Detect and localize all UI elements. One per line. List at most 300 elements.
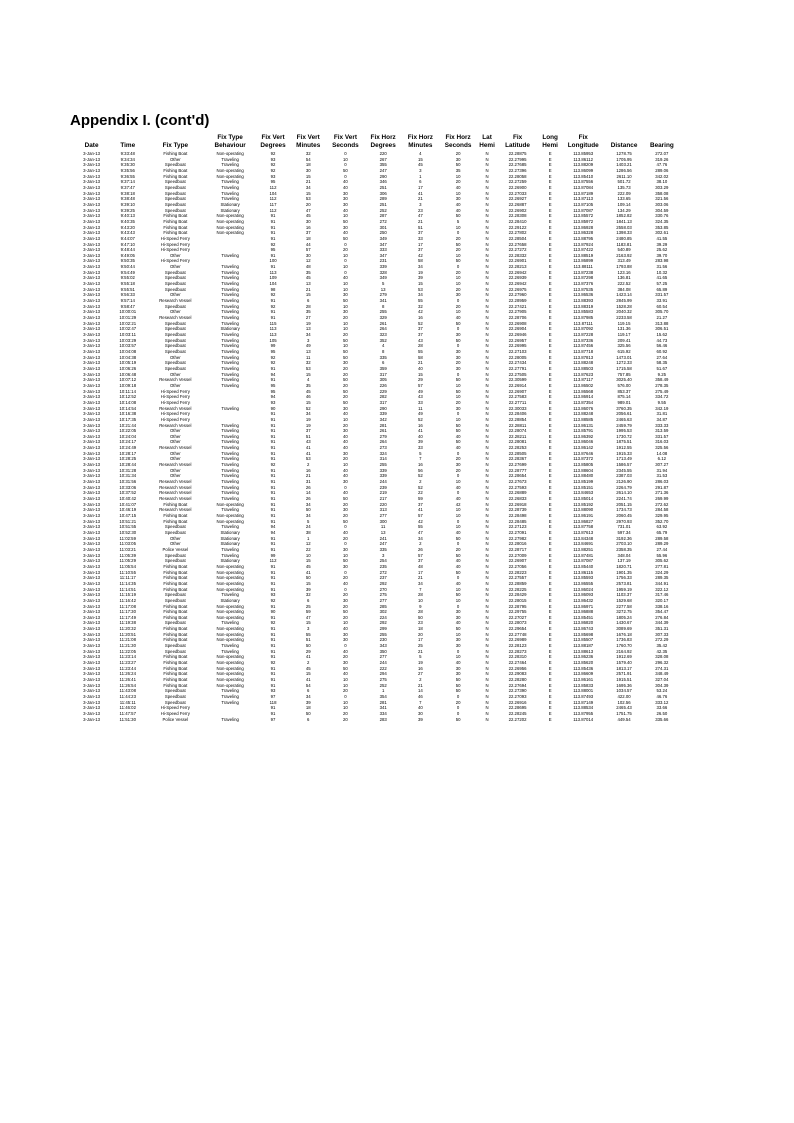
table-cell: 235 xyxy=(379,563,387,569)
table-cell: 105 xyxy=(269,337,277,343)
table-cell: Hi-Speed Ferry xyxy=(160,258,190,264)
table-cell: 10 xyxy=(343,343,348,349)
table-cell: 1820.71 xyxy=(616,563,632,569)
table-cell: N xyxy=(485,433,489,439)
table-cell: N xyxy=(485,682,489,688)
table-cell: 3-Jan-13 xyxy=(83,529,101,535)
table-cell: 113.87556 xyxy=(573,179,594,185)
table-cell: 339 xyxy=(379,467,387,473)
table-cell: 3-Jan-13 xyxy=(83,580,101,586)
table-cell: Speedboat xyxy=(164,694,186,699)
table-cell: N xyxy=(485,563,489,569)
table-cell: 5 xyxy=(419,654,422,660)
table-cell: 286.03 xyxy=(655,479,669,485)
table-cell: Stationary xyxy=(220,201,240,207)
table-cell: 92 xyxy=(270,241,276,247)
table-cell: 576.00 xyxy=(617,382,631,388)
table-cell: 41 xyxy=(417,428,423,434)
table-cell: 109.14 xyxy=(617,201,631,207)
table-cell: 41 xyxy=(305,445,311,451)
table-cell: 9:50:35 xyxy=(120,258,135,264)
table-cell: 22.26916 xyxy=(508,699,527,705)
table-cell: 41 xyxy=(417,190,423,196)
table-cell: 113.87238 xyxy=(573,269,594,275)
table-cell: N xyxy=(485,303,489,309)
table-cell: 329 xyxy=(379,315,387,321)
table-cell: 11:16:42 xyxy=(119,597,136,603)
table-cell: 40 xyxy=(343,467,348,473)
table-cell: 30 xyxy=(455,365,461,371)
table-cell: 349 xyxy=(379,275,387,281)
table-cell: N xyxy=(485,275,489,281)
table-cell: 358.49 xyxy=(655,377,669,383)
table-cell: 17 xyxy=(417,637,423,643)
table-cell: 90 xyxy=(270,609,276,615)
table-cell: 292 xyxy=(379,580,387,586)
table-cell: 20 xyxy=(343,603,348,609)
table-cell: 91 xyxy=(270,298,276,304)
table-cell: E xyxy=(548,269,552,275)
table-cell: 113.85972 xyxy=(573,218,594,224)
table-cell: 317 xyxy=(379,371,387,377)
table-cell: 28 xyxy=(417,343,423,349)
table-cell: 53 xyxy=(305,365,311,371)
table-cell: 50 xyxy=(343,518,348,524)
table-cell: 91 xyxy=(270,671,276,677)
table-cell: 20 xyxy=(305,201,311,207)
table-cell: 22.27091 xyxy=(508,529,527,535)
table-cell: 22.28859 xyxy=(508,580,527,586)
data-table xyxy=(74,134,680,722)
table-cell: 113.85507 xyxy=(573,637,594,643)
table-cell: 20 xyxy=(343,456,348,462)
table-cell: Other xyxy=(169,439,181,445)
table-cell: 237 xyxy=(379,575,387,581)
table-cell: 217 xyxy=(379,496,387,502)
table-cell: Speedboat xyxy=(164,348,186,354)
table-cell: 30 xyxy=(343,428,348,434)
table-cell: 113.86328 xyxy=(573,230,594,236)
table-cell: 115 xyxy=(269,320,277,326)
table-cell: 449.54 xyxy=(617,716,631,722)
table-cell: 10:02:47 xyxy=(119,326,137,332)
table-cell: 11:23:44 xyxy=(119,665,136,671)
table-cell: 25 xyxy=(305,603,311,609)
table-cell: Traveling xyxy=(221,462,239,468)
table-cell: 9:40:13 xyxy=(120,213,135,219)
table-cell: 18 xyxy=(305,705,311,711)
table-cell: 2163.92 xyxy=(616,252,632,258)
table-cell: 93 xyxy=(270,688,276,694)
table-cell: 3-Jan-13 xyxy=(83,660,101,666)
table-cell: E xyxy=(548,348,552,354)
table-cell: 113 xyxy=(269,332,277,337)
table-cell: 3272.75 xyxy=(616,609,632,615)
table-cell: 10:21:44 xyxy=(119,422,137,428)
table-cell: 11:10:55 xyxy=(119,569,136,575)
table-cell: 1730.72 xyxy=(616,433,632,439)
table-cell: 20 xyxy=(455,247,461,253)
table-cell: Traveling xyxy=(221,620,239,626)
table-cell: Traveling xyxy=(221,365,239,371)
table-cell: 37 xyxy=(417,230,423,236)
table-cell: 328.08 xyxy=(655,654,669,660)
table-cell: 10:06:26 xyxy=(119,365,137,371)
table-cell: 57 xyxy=(305,247,311,253)
table-cell: 255 xyxy=(379,309,387,315)
table-cell: E xyxy=(548,586,552,592)
table-cell: 22.28406 xyxy=(508,411,527,417)
table-cell: 113.86115 xyxy=(573,569,594,575)
table-cell: 91 xyxy=(270,213,276,219)
table-cell: 303.06 xyxy=(655,201,669,207)
table-cell: 3-Jan-13 xyxy=(83,230,101,236)
table-cell: 11:20:51 xyxy=(119,631,136,637)
table-cell: 290 xyxy=(379,405,387,411)
table-cell: Speedboat xyxy=(164,648,186,654)
table-cell: 20 xyxy=(343,247,348,253)
table-cell: 11:05:54 xyxy=(119,563,136,569)
table-cell: 989.01 xyxy=(617,399,631,405)
table-cell: 34 xyxy=(305,694,311,699)
table-cell: E xyxy=(548,592,552,598)
table-cell: 91 xyxy=(270,235,276,241)
table-cell: 22.27960 xyxy=(508,292,527,298)
table-cell: 39 xyxy=(417,716,423,722)
table-cell: Traveling xyxy=(221,320,239,326)
table-cell: 16 xyxy=(305,467,311,473)
table-cell: 10:02:21 xyxy=(119,320,137,326)
table-cell: 11:23:27 xyxy=(119,660,136,666)
table-cell: 10 xyxy=(343,462,348,468)
table-cell: 338.16 xyxy=(655,603,669,609)
table-cell: 22.28123 xyxy=(508,643,527,649)
table-cell: 277 xyxy=(379,654,387,660)
table-cell: 30 xyxy=(343,563,348,569)
table-cell: 136.81 xyxy=(617,275,631,281)
table-cell: 358.08 xyxy=(655,190,669,196)
table-cell: 2571.91 xyxy=(616,671,632,677)
table-cell: E xyxy=(548,660,552,666)
table-cell: 0 xyxy=(456,648,460,654)
table-cell: Speedboat xyxy=(164,281,186,287)
table-cell: E xyxy=(548,507,552,513)
column-header: Fix Vert Minutes xyxy=(296,134,321,149)
table-cell: 22.28225 xyxy=(508,586,527,592)
table-cell: 3-Jan-13 xyxy=(83,241,101,247)
table-cell: 2040.32 xyxy=(616,309,632,315)
table-cell: 333 xyxy=(379,247,387,253)
table-cell: 3-Jan-13 xyxy=(83,411,101,417)
table-cell: 22.27658 xyxy=(508,241,527,247)
table-cell: 113.88319 xyxy=(573,303,594,309)
table-cell: 2233.58 xyxy=(616,315,632,321)
table-cell: 278.35 xyxy=(655,382,669,388)
table-cell: Other xyxy=(169,309,181,315)
table-cell: 97 xyxy=(270,694,276,699)
table-cell: 91 xyxy=(270,230,276,236)
table-cell: 230 xyxy=(379,637,387,643)
table-cell: 271.36 xyxy=(655,490,669,496)
table-cell: 3-Jan-13 xyxy=(83,247,101,253)
table-cell: 9:37:47 xyxy=(120,184,135,190)
table-cell: 55 xyxy=(417,348,423,354)
table-cell: 22.27464 xyxy=(508,660,527,666)
table-cell: 104 xyxy=(269,190,277,196)
table-cell: E xyxy=(548,665,552,671)
table-cell: Fishing Boat xyxy=(163,569,188,575)
table-cell: 91 xyxy=(270,428,276,434)
table-cell: 22.28811 xyxy=(508,422,527,428)
table-cell: 28 xyxy=(417,592,423,598)
table-cell: 21 xyxy=(305,179,311,185)
table-cell: 22.27434 xyxy=(508,360,527,366)
table-cell: Fishing Boat xyxy=(163,580,188,586)
table-cell: 113.87084 xyxy=(573,184,594,190)
table-cell: 1528.28 xyxy=(616,303,632,309)
table-cell: 3-Jan-13 xyxy=(83,710,101,716)
table-cell: 22.27995 xyxy=(508,156,527,162)
table-cell: 22.27421 xyxy=(508,303,527,309)
table-cell: 328 xyxy=(379,269,387,275)
table-cell: 113.85833 xyxy=(573,682,594,688)
table-cell: 220 xyxy=(379,501,387,507)
table-cell: 37 xyxy=(417,326,423,332)
table-cell: 16 xyxy=(417,462,423,468)
table-cell: Fishing Boat xyxy=(163,626,188,632)
table-cell: 3-Jan-13 xyxy=(83,524,101,530)
table-cell: 50 xyxy=(455,388,461,394)
table-cell: 1695.36 xyxy=(616,682,632,688)
table-cell: N xyxy=(485,320,489,326)
table-cell: Traveling xyxy=(221,303,239,309)
table-cell: Non-operating xyxy=(216,501,244,507)
table-cell: E xyxy=(548,281,552,287)
table-cell: Fishing Boat xyxy=(163,671,188,677)
table-cell: N xyxy=(485,360,489,366)
table-cell: 282 xyxy=(379,394,387,400)
table-cell: 10:24:04 xyxy=(119,433,137,439)
table-cell: 319.26 xyxy=(655,156,669,162)
table-cell: 22.28073 xyxy=(508,620,527,626)
table-cell: 342 xyxy=(379,416,387,422)
table-cell: N xyxy=(485,637,489,643)
table-cell: 10:11:14 xyxy=(119,388,136,394)
table-cell: Fishing Boat xyxy=(163,609,188,615)
table-cell: 3-Jan-13 xyxy=(83,360,101,366)
table-cell: Non-operating xyxy=(216,665,244,671)
column-header: Date xyxy=(84,142,99,149)
table-cell: 9.55 xyxy=(657,399,667,405)
table-cell: 10:03:57 xyxy=(119,343,137,349)
table-cell: 10:51:55 xyxy=(119,524,137,530)
table-cell: 15 xyxy=(305,580,311,586)
table-cell: 10 xyxy=(343,705,348,711)
table-cell: 31.56 xyxy=(656,264,668,270)
table-cell: Research Vessel xyxy=(159,422,192,428)
table-cell: Non-operating xyxy=(216,580,244,586)
table-cell: 15 xyxy=(417,156,423,162)
table-cell: 2845.99 xyxy=(616,298,632,304)
table-cell: 53 xyxy=(305,196,311,202)
table-cell: 113.87149 xyxy=(573,699,594,705)
table-cell: 4 xyxy=(307,377,310,383)
table-cell: 39.70 xyxy=(656,252,668,258)
table-cell: 18 xyxy=(417,626,423,632)
table-cell: 15 xyxy=(305,558,311,564)
table-cell: 47 xyxy=(305,614,311,620)
table-cell: 347 xyxy=(379,252,387,258)
table-cell: Non-operating xyxy=(216,660,244,666)
table-cell: 50 xyxy=(455,241,461,247)
table-cell: 10 xyxy=(417,597,423,603)
table-cell: 6 xyxy=(307,688,310,694)
table-cell: 222 xyxy=(379,665,387,671)
table-cell: Non-operating xyxy=(216,151,244,156)
table-cell: 1734.73 xyxy=(616,507,632,513)
table-cell: 102.56 xyxy=(617,699,631,705)
table-cell: 853.37 xyxy=(617,388,631,394)
table-cell: Non-operating xyxy=(216,671,244,677)
table-cell: 30 xyxy=(343,597,348,603)
table-cell: 2241.74 xyxy=(616,496,632,502)
table-cell: 324.29 xyxy=(655,569,669,575)
table-cell: 9:36:55 xyxy=(120,173,135,179)
table-cell: N xyxy=(485,213,489,219)
table-cell: 22.28498 xyxy=(508,513,527,518)
table-cell: N xyxy=(485,626,489,632)
table-cell: 92 xyxy=(270,597,276,603)
table-cell: 3-Jan-13 xyxy=(83,213,101,219)
table-cell: 52 xyxy=(417,320,423,326)
table-cell: N xyxy=(485,156,489,162)
table-cell: 30 xyxy=(343,292,348,298)
table-cell: 30 xyxy=(455,462,461,468)
table-cell: 25 xyxy=(417,643,423,649)
table-cell: 12 xyxy=(305,541,311,547)
table-cell: 3-Jan-13 xyxy=(83,394,101,400)
table-cell: 3-Jan-13 xyxy=(83,184,101,190)
table-cell: 40 xyxy=(455,563,461,569)
table-cell: Traveling xyxy=(221,337,239,343)
table-cell: 3-Jan-13 xyxy=(83,201,101,207)
table-cell: 113.86555 xyxy=(573,580,594,586)
table-cell: 11 xyxy=(380,524,386,530)
table-cell: N xyxy=(485,569,489,575)
table-cell: Hi-Speed Ferry xyxy=(160,241,190,247)
table-cell: 11:46:02 xyxy=(119,705,136,711)
table-cell: 331.57 xyxy=(655,292,669,298)
table-cell: 11:19:38 xyxy=(119,620,136,626)
table-cell: 9:34:34 xyxy=(120,156,135,162)
table-cell: Non-operating xyxy=(216,167,244,173)
table-cell: Traveling xyxy=(221,286,239,292)
table-cell: 113.87228 xyxy=(573,332,594,337)
table-cell: E xyxy=(548,173,552,179)
table-cell: 30 xyxy=(343,196,348,202)
table-cell: 19 xyxy=(305,320,311,326)
table-cell: 20 xyxy=(343,575,348,581)
table-cell: N xyxy=(485,603,489,609)
table-cell: Fishing Boat xyxy=(163,665,188,671)
table-cell: 0 xyxy=(456,705,460,711)
table-cell: Hi-Speed Ferry xyxy=(160,399,190,405)
table-cell: Non-operating xyxy=(216,230,244,236)
table-cell: 57.25 xyxy=(656,281,668,287)
table-cell: E xyxy=(548,207,552,213)
table-cell: 60.92 xyxy=(656,348,668,354)
table-cell: 1841.13 xyxy=(616,218,632,224)
table-cell: 8 xyxy=(381,303,385,309)
table-cell: 10 xyxy=(455,524,461,530)
table-cell: 50 xyxy=(455,213,461,219)
table-cell: 91 xyxy=(270,677,276,683)
table-cell: 8 xyxy=(381,348,385,354)
table-cell: 30 xyxy=(455,405,461,411)
table-cell: 10:22:05 xyxy=(119,428,137,434)
table-cell: 47 xyxy=(417,213,423,219)
table-cell: 3-Jan-13 xyxy=(83,558,101,564)
table-cell: N xyxy=(485,264,489,270)
table-cell: 289.29 xyxy=(655,541,669,547)
table-cell: 46 xyxy=(305,394,311,400)
table-cell: Fishing Boat xyxy=(163,213,188,219)
table-cell: 30 xyxy=(455,671,461,677)
table-cell: 95 xyxy=(270,348,276,354)
table-cell: 40 xyxy=(455,484,461,490)
table-cell: 95 xyxy=(270,179,276,185)
column-header: Fix Horz Seconds xyxy=(444,134,472,149)
table-cell: 333.33 xyxy=(655,422,669,428)
table-cell: E xyxy=(548,439,552,445)
table-cell: 3-Jan-13 xyxy=(83,151,101,156)
table-cell: 3-Jan-13 xyxy=(83,484,101,490)
table-cell: 1278.75 xyxy=(616,151,632,156)
table-cell: 91 xyxy=(270,484,276,490)
table-cell: 50 xyxy=(343,399,348,405)
table-cell: 15 xyxy=(305,371,311,377)
table-cell: 2126.90 xyxy=(616,479,632,485)
table-cell: 252 xyxy=(379,682,387,688)
table-cell: 10 xyxy=(343,264,348,270)
table-cell: 91 xyxy=(270,365,276,371)
table-cell: 22.28875 xyxy=(508,151,527,156)
table-cell: 1398.33 xyxy=(616,230,632,236)
table-cell: 0 xyxy=(456,541,460,547)
table-cell: 10 xyxy=(343,281,348,287)
table-cell: Other xyxy=(169,541,181,547)
table-cell: 3-Jan-13 xyxy=(83,705,101,711)
table-cell: Stationary xyxy=(220,597,240,603)
table-cell: 40 xyxy=(455,207,461,213)
table-cell: 2465.63 xyxy=(616,416,632,422)
table-cell: E xyxy=(548,241,552,247)
table-cell: 91 xyxy=(270,586,276,592)
table-cell: 22.26887 xyxy=(508,201,527,207)
table-cell: 58.35 xyxy=(656,360,668,366)
table-cell: E xyxy=(548,626,552,632)
table-cell: 10:05:19 xyxy=(119,360,137,366)
table-cell: N xyxy=(485,439,489,445)
table-cell: 27.44 xyxy=(656,546,668,552)
table-cell: 49 xyxy=(417,411,423,417)
table-cell: 10:41:07 xyxy=(119,501,137,507)
table-cell: Traveling xyxy=(221,524,239,530)
table-cell: E xyxy=(548,190,552,196)
table-cell: 292 xyxy=(379,620,387,626)
table-cell: 91 xyxy=(270,546,276,552)
table-cell: 299 xyxy=(379,626,387,632)
